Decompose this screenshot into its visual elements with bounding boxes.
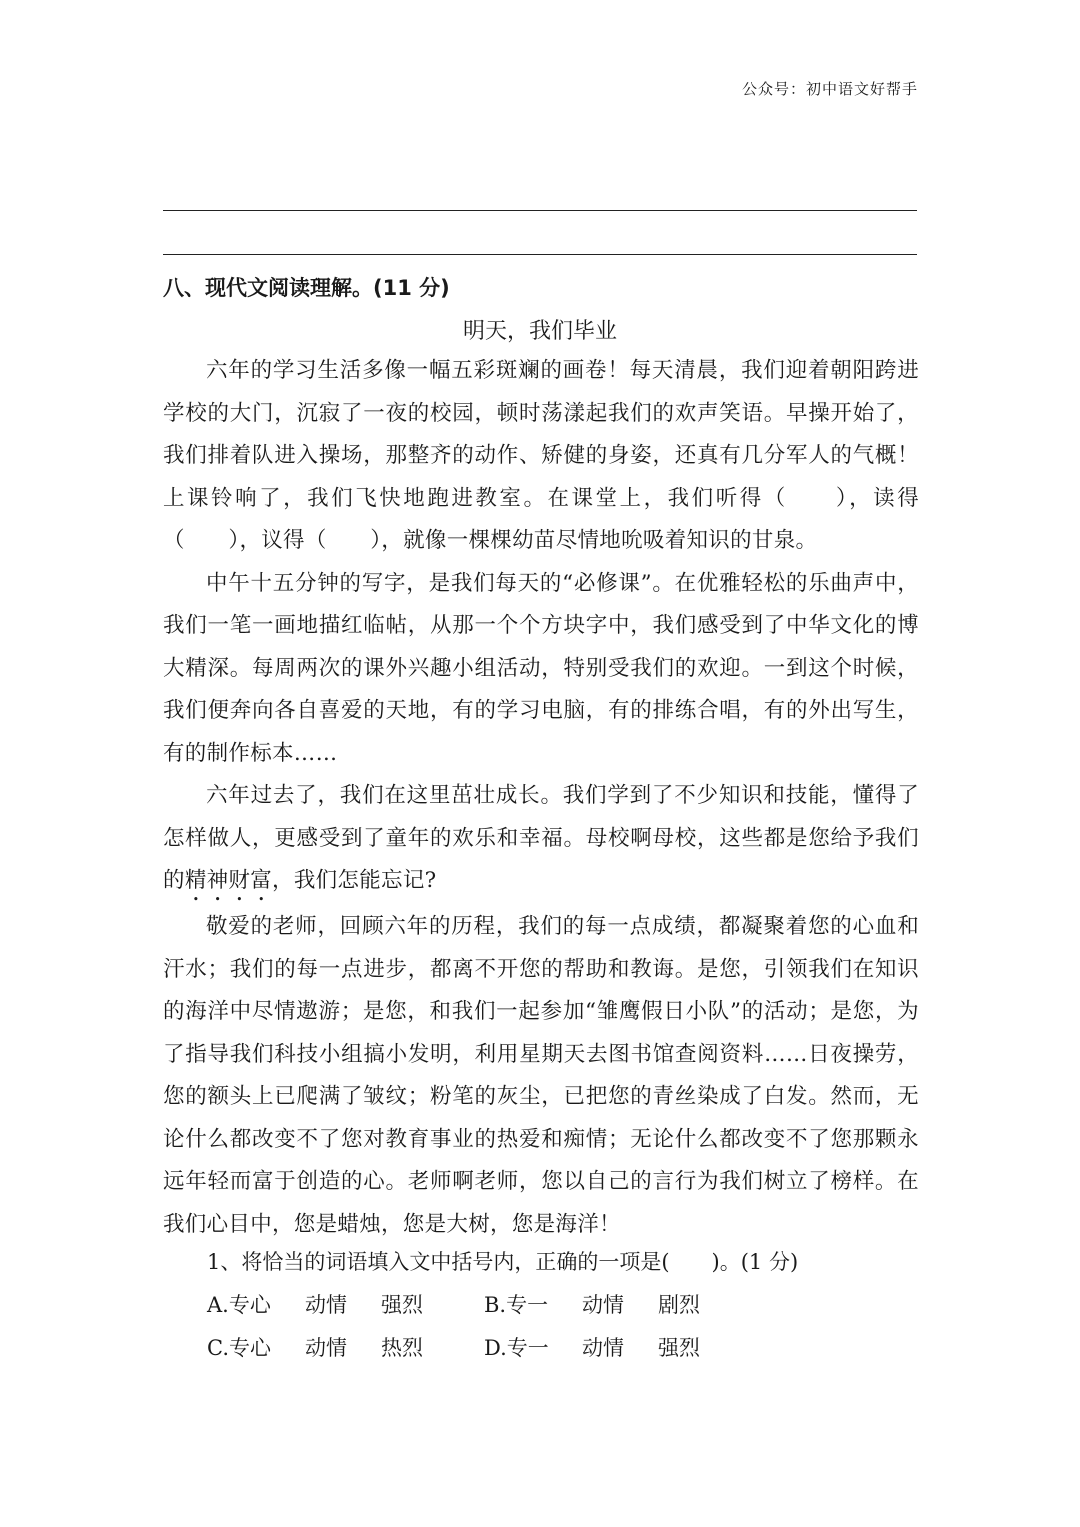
option-d-word-1: D.专一 <box>484 1336 549 1360</box>
options-row-2 <box>207 1327 761 1370</box>
paragraph-4: 敬爱的老师，回顾六年的历程，我们的每一点成绩，都凝聚着您的心血和汗水；我们的每一点进步，都离不开您的帮助和教诲。是您，引领我们在知识的海洋中尽情遨游；是您，和我们一起参加“雏鹰假日小队”的活动；是您，为了指导我们科技小组搞小发明，利用星期天去图书馆查阅资料……日夜操劳，您的额头上已爬满了皱纹；粉笔的灰尘，已把您的青丝染成了白发。然而，无论什么都改变不了您对教育事业的热爱和痴情；无论什么都改变不了您那颗永远年轻而富于创造的心。老师啊老师，您以自己的言行为我们树立了榜样。在我们心目中，您是蜡烛，您是大树，您是海洋！ <box>163 914 919 1237</box>
option-d[interactable] <box>484 1327 761 1370</box>
question-1: 1、将恰当的词语填入文中括号内，正确的一项是( )。(1 分) <box>207 1250 799 1274</box>
option-a-word-3: 强烈 <box>381 1293 423 1317</box>
option-c-word-1: C.专心 <box>207 1336 271 1360</box>
answer-options <box>207 1284 761 1370</box>
answer-line-2 <box>163 254 917 255</box>
option-a[interactable] <box>207 1284 484 1327</box>
option-d-word-3: 强烈 <box>658 1336 700 1360</box>
option-c[interactable] <box>207 1327 484 1370</box>
option-d-word-2: 动情 <box>582 1336 624 1360</box>
option-b-word-3: 剧烈 <box>658 1293 700 1317</box>
article-body <box>163 350 919 1246</box>
header-note: 公众号：初中语文好帮手 <box>741 80 918 98</box>
paragraph-3-text: 六年过去了，我们在这里茁壮成长。我们学到了不少知识和技能，懂得了怎样做人，更感受到了童年的欢乐和幸福。母校啊母校，这些都是您给予我们的 <box>163 783 919 893</box>
answer-line-1 <box>163 210 917 211</box>
emphasized-phrase: 精神财富 <box>184 868 273 893</box>
options-row-1 <box>207 1284 761 1327</box>
option-c-word-3: 热烈 <box>381 1336 423 1360</box>
option-b[interactable] <box>484 1284 761 1327</box>
option-b-word-2: 动情 <box>582 1293 624 1317</box>
paragraph-1: 六年的学习生活多像一幅五彩斑斓的画卷！每天清晨，我们迎着朝阳跨进学校的大门，沉寂了一夜的校园，顿时荡漾起我们的欢声笑语。早操开始了，我们排着队进入操场，那整齐的动作、矫健的身姿，还真有几分军人的气概！上课铃响了，我们飞快地跑进教室。在课堂上，我们听得（ ），读得（ ），议得（ ），就像一棵棵幼苗尽情地吮吸着知识的甘泉。 <box>163 358 919 553</box>
paragraph-3 <box>163 775 919 906</box>
paragraph-3-end: ，我们怎能忘记? <box>272 868 437 893</box>
option-c-word-2: 动情 <box>305 1336 347 1360</box>
option-a-word-1: A.专心 <box>207 1293 271 1317</box>
paragraph-2: 中午十五分钟的写字，是我们每天的“必修课”。在优雅轻松的乐曲声中，我们一笔一画地描红临帖，从那一个个方块字中，我们感受到了中华文化的博大精深。每周两次的课外兴趣小组活动，特别受我们的欢迎。一到这个时候，我们便奔向各自喜爱的天地，有的学习电脑，有的排练合唱，有的外出写生，有的制作标本…… <box>163 570 919 766</box>
article-title: 明天，我们毕业 <box>462 319 617 344</box>
option-b-word-1: B.专一 <box>484 1293 549 1317</box>
option-a-word-2: 动情 <box>305 1293 347 1317</box>
section-title: 八、现代文阅读理解。(11 分) <box>163 276 450 300</box>
